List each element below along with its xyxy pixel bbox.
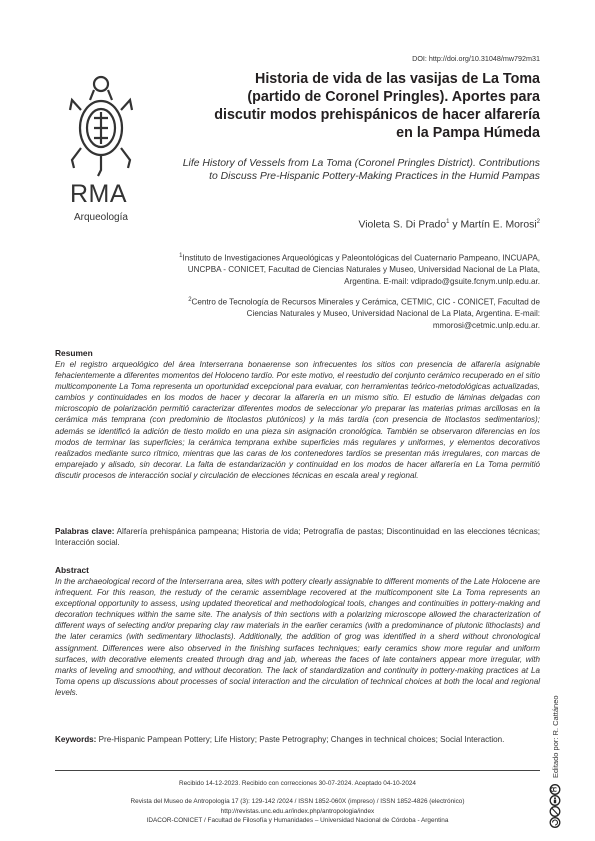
affiliation-2-sup: 2 bbox=[188, 297, 192, 303]
abstract-heading: Abstract bbox=[55, 565, 89, 575]
journal-logo-subtitle: Arqueología bbox=[74, 212, 128, 223]
abstract-text: In the archaeological record of the Interserrana area, sites with pottery clearly assignable to different moments of the Late Holocene are infrequent. For this reason, the restudy of the ceramic assemblage recovered at the multicomponent site La Toma represents an exceptional opportunity to assess, using updated theoretical and methodological tools, changes and continuities in pottery-making and decoration techniques within the same site. The analysis of thin sections with a polarizing microscope allowed the characterization of different ways of selecting and/or preparing clay raw materials in the earlier ceramics (with a predominance of plutonic lithoclasts) and the later ceramics (with sedimentary lithoclasts). Additionally, the addition of grog was identified in a sherd without chronological assignment. Differences were also observed in the finishing surfaces techniques; early ceramics show more regular and uniform surfaces, with decorative elements created through drag and jab, whereas the faces of late containers appear more irregular, with marks of leveling and smoothing, and without decoration. The lack of standardization and continuity in pottery-making practices at La Toma opens up discussions about processes of social interaction and the circulation of technical choices at both the local and regional levels. bbox=[55, 577, 540, 697]
author-1: Violeta S. Di Prado bbox=[358, 219, 447, 231]
affiliation-1-sup: 1 bbox=[179, 253, 183, 259]
rma-logo-icon bbox=[68, 70, 134, 178]
journal-logo-text: RMA bbox=[70, 180, 128, 208]
author-2: Martín E. Morosi bbox=[460, 219, 537, 231]
affiliation-2-text: Centro de Tecnología de Recursos Minerales y Cerámica, CETMIC, CIC - CONICET, Facultad de Ciencias Naturales y Museo, Universidad Nacional de La Plata, Argentina. E-mail: mmorosi@cetmic.unlp.edu.ar. bbox=[191, 297, 540, 330]
doi-link[interactable]: DOI: http://doi.org/10.31048/mw792m31 bbox=[412, 54, 540, 63]
author-2-sup: 2 bbox=[536, 219, 540, 225]
palabras-clave-text: Alfarería prehispánica pampeana; Historia de vida; Petrografía de pastas; Discontinuidad en las elecciones técnicas; Interacción social. bbox=[55, 527, 540, 548]
resumen-heading: Resumen bbox=[55, 348, 93, 358]
author-conj: y bbox=[449, 219, 461, 231]
cc-license-badge[interactable] bbox=[548, 784, 562, 828]
sa-icon bbox=[550, 818, 560, 828]
editor-credit bbox=[548, 690, 562, 780]
editor-credit-text: Editado por: R. Cattáneo bbox=[551, 695, 560, 778]
footer-journal-issn: Revista del Museo de Antropología 17 (3): 129-142 /2024 / ISSN 1852-060X (impreso) / ISSN 1852-4826 (electrónico) bbox=[130, 798, 465, 805]
keywords-text: Pre-Hispanic Pampean Pottery; Life History; Paste Petrography; Changes in technical choices; Social Interaction. bbox=[96, 735, 505, 744]
footer-institution: IDACOR-CONICET / Facultad de Filosofía y Humanidades – Universidad Nacional de Córdoba - Argentina bbox=[146, 817, 449, 824]
authors bbox=[359, 219, 541, 230]
cc-icon bbox=[550, 785, 560, 795]
footer-journal bbox=[55, 797, 540, 826]
affiliation-1 bbox=[170, 251, 540, 287]
footer-divider bbox=[55, 770, 540, 771]
keywords-label: Keywords: bbox=[55, 735, 97, 744]
palabras-clave bbox=[55, 526, 540, 548]
article-english-title: Life History of Vessels from La Toma (Coronel Pringles District). Contributions to Discuss Pre-Hispanic Pottery-Making Practices in the Humid Pampas bbox=[182, 158, 540, 183]
footer-journal-url[interactable]: http://revistas.unc.edu.ar/index.php/antropologia/index bbox=[220, 807, 375, 815]
affiliation-2 bbox=[170, 295, 540, 331]
resumen-text: En el registro arqueológico del área Interserrana bonaerense son infrecuentes los sitios con presencia de alfarería asignable fehacientemente a diferentes momentos del Holoceno tardío. Por este motivo, el reestudio del conjunto cerámico recuperado en el sitio multicomponente La Toma representa un oportunidad excepcional para evaluar, con herramientas teórico-metodológicas actualizadas, cambios y continuidades en los modos de hacer y decorar la alfarería en un mismo sitio. El estudio de láminas delgadas con microscopio de polarización permitió caracterizar diferentes modos de seleccionar y/o preparar las materias primas arcillosas en la cerámica más temprana (con predominio de litoclastos plutónicos) y la más tardía (con presencia de litoclastos sedimentarios); además se identificó la adición de tiesto molido en una pieza sin asignación cronológica. También se observaron diferencias en los modos de terminar las superficies; la cerámica temprana exhibe superficies más regulares y uniformes, y elementos decorativos realizados mediante surco rítmico, mientras que las caras de los contenedores tardíos se presentan más irregulares, con marcas de emparejado y alisado, sin decorar. La falta de estandarización y continuidad en los modos de hacer alfarería en La Toma permitió discutir procesos de interacción social y circulación de elecciones técnicas en escala areal y regional. bbox=[55, 360, 540, 480]
palabras-clave-label: Palabras clave: bbox=[55, 527, 115, 536]
keywords bbox=[55, 734, 540, 745]
footer-dates: Recibido 14-12-2023. Recibido con correcciones 30-07-2024. Aceptado 04-10-2024 bbox=[179, 780, 416, 787]
affiliation-1-text: Instituto de Investigaciones Arqueológicas y Paleontológicas del Cuaternario Pampeano, INCUAPA, UNCPBA - CONICET, Facultad de Ciencias Naturales y Museo, Universidad Nacional de La Plata, Argentina. E-mail: vdiprado@gsuite.fcnym.unlp.edu.ar. bbox=[182, 253, 540, 286]
article-title: Historia de vida de las vasijas de La Toma (partido de Coronel Pringles). Aportes para discutir modos prehispánicos de hacer alfarería en la Pampa Húmeda bbox=[214, 71, 540, 141]
author-1-sup: 1 bbox=[446, 219, 450, 225]
